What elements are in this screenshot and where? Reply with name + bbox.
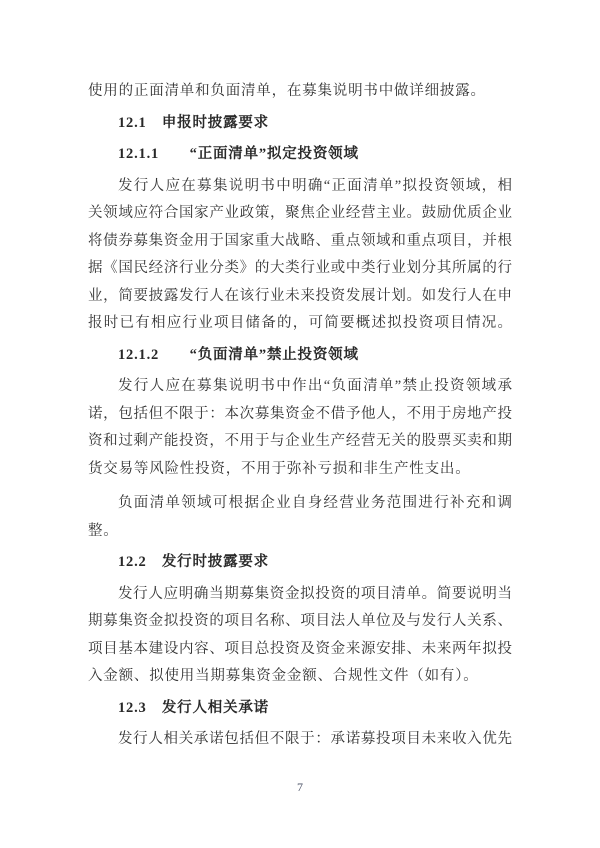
heading-12-2: 12.2 发行时披露要求	[118, 554, 269, 570]
paragraph-line: 发行人应在募集说明书中作出“负面清单”禁止投资领域承	[118, 378, 512, 394]
heading-12-1-1: 12.1.1 “正面清单”拟定投资领域	[118, 146, 359, 162]
paragraph-line: 入金额、拟使用当期募集资金金额、合规性文件（如有）。	[88, 668, 479, 684]
paragraph-line: 负面清单领域可根据企业自身经营业务范围进行补充和调	[118, 495, 512, 511]
paragraph-line: 将债券募集资金用于国家重大战略、重点领域和重点项目，并根	[88, 232, 512, 249]
paragraph-line: 使用的正面清单和负面清单，在募集说明书中做详细披露。	[88, 83, 486, 99]
paragraph-line: 关领域应符合国家产业政策，聚焦企业经营主业。鼓励优质企业	[88, 205, 512, 221]
heading-12-3: 12.3 发行人相关承诺	[118, 699, 269, 716]
paragraph-line: 期募集资金拟投资的项目名称、项目法人单位及与发行人关系、	[88, 613, 512, 629]
heading-12-1-2: 12.1.2 “负面清单”禁止投资领域	[118, 346, 359, 363]
paragraph-line: 发行人应在募集说明书中明确“正面清单”拟投资领域，相	[118, 177, 512, 194]
paragraph-line: 据《国民经济行业分类》的大类行业或中类行业划分其所属的行	[88, 260, 512, 276]
document-text-block	[88, 78, 512, 794]
paragraph-line: 整。	[88, 522, 119, 539]
paragraph-line: 发行人相关承诺包括但不限于：承诺募投项目未来收入优先	[118, 731, 512, 747]
paragraph-line: 诺，包括但不限于：本次募集资金不借予他人，不用于房地产投	[88, 405, 512, 422]
paragraph-line: 报时已有相应行业项目储备的，可简要概述拟投资项目情况。	[88, 315, 512, 331]
paragraph-line: 项目基本建设内容、项目总投资及资金来源安排、未来两年拟投	[88, 640, 512, 657]
heading-12-1: 12.1 申报时披露要求	[118, 114, 269, 131]
paragraph-line: 业，简要披露发行人在该行业未来投资发展计划。如发行人在申	[88, 287, 512, 304]
paragraph-line: 资和过剩产能投资，不用于与企业生产经营无关的股票买卖和期	[88, 433, 512, 449]
page-number: 7	[297, 779, 303, 794]
paragraph-line: 发行人应明确当期募集资金拟投资的项目清单。简要说明当	[118, 585, 512, 602]
paragraph-line: 货交易等风险性投资，不用于弥补亏损和非生产性支出。	[88, 460, 471, 477]
